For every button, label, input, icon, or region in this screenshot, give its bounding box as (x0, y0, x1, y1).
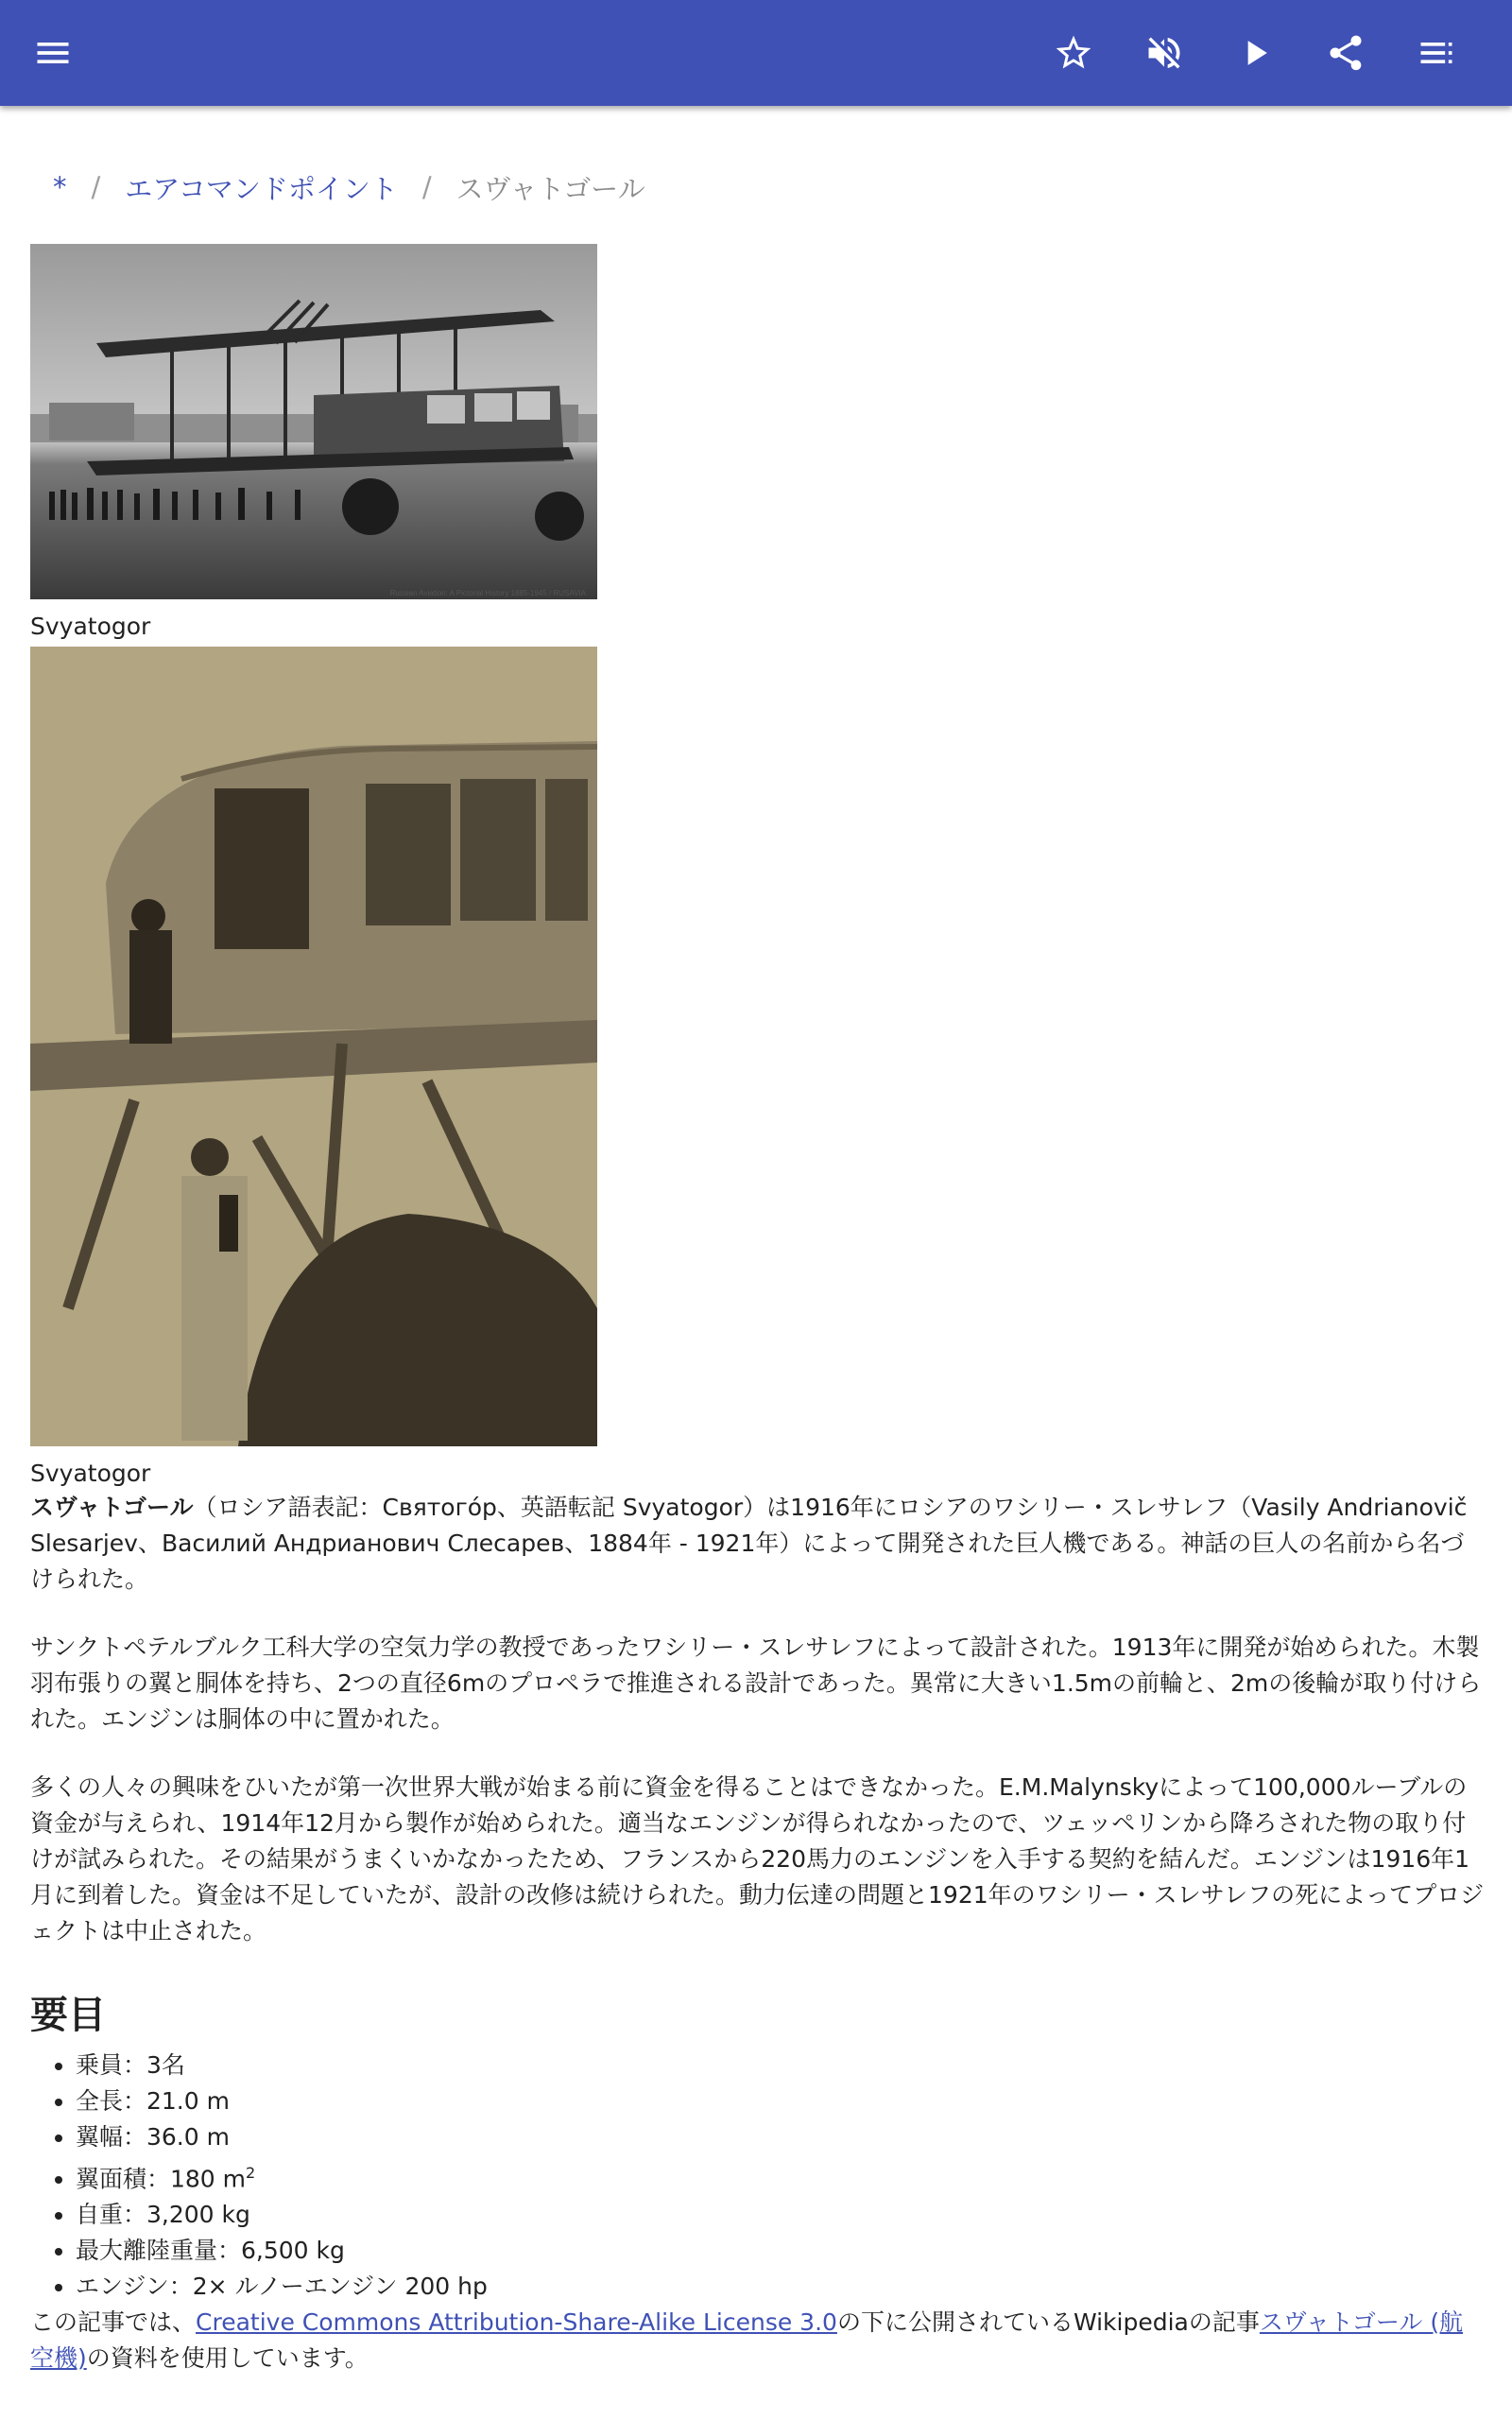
history-paragraph: サンクトペテルブルク工科大学の空気力学の教授であったワシリー・スレサレフによって設計された。1913年に開発が始められた。木製羽布張りの翼と胴体を持ち、2つの直径6mのプロペラで推進される設計であった。異常に大きい1.5mの前輪と、2mの後輪が取り付けられた。エンジンは胴体の中に置かれた。 (30, 1634, 1482, 1733)
list-item: • 最大離陸重量：6,500 kg (76, 2233, 1486, 2269)
list-item: • 乗員：3名 (76, 2048, 1486, 2083)
specs-list (30, 2048, 1486, 2305)
wing-area-text: 翼面積：180 m (76, 2165, 247, 2193)
list-item: • 翼幅：36.0 m (76, 2119, 1486, 2155)
article-title-bold: スヴャトゴール (30, 1494, 194, 1521)
aircraft-photo-1[interactable] (30, 244, 597, 599)
breadcrumb-separator: / (421, 171, 432, 203)
license-link[interactable]: Creative Commons Attribution-Share-Alike License 3.0 (196, 2308, 837, 2337)
source-article-link[interactable]: スヴャトゴール (航空機) (30, 2308, 1464, 2373)
app-toolbar (0, 0, 1512, 106)
breadcrumb (53, 166, 645, 208)
bookmark-star-icon[interactable] (1043, 23, 1104, 83)
figure-caption: Svyatogor (30, 1460, 151, 1487)
breadcrumb-parent-link[interactable]: エアコマンドポイント (125, 172, 398, 205)
superscript: 2 (246, 2164, 256, 2182)
section-heading-specs: 要目 (30, 1994, 106, 2037)
license-prefix: この記事では、 (30, 2308, 197, 2337)
list-item: • 全長：21.0 m (76, 2083, 1486, 2119)
share-icon[interactable] (1315, 23, 1376, 83)
playlist-icon[interactable] (1406, 23, 1467, 83)
breadcrumb-home-link[interactable]: * (53, 171, 67, 203)
intro-paragraph (30, 1490, 1486, 1598)
play-icon[interactable] (1225, 23, 1285, 83)
figure-caption: Svyatogor (30, 613, 151, 640)
funding-paragraph: 多くの人々の興味をひいたが第一次世界大戦が始まる前に資金を得ることはできなかった。E.M.Malynskyによって100,000ルーブルの資金が与えられ、1914年12月から製作が始められた。適当なエンジンが得られなかったので、ツェッペリンから降ろされた物の取り付けが試みられた。その結果がうまくいかなかったため、フランスから220馬力のエンジンを入手する契約を結んだ。エンジンは1916年1月に到着した。資金は不足していたが、設計の改修は続けられた。動力伝達の問題と1921年のワシリー・スレサレフの死によってプロジェクトは中止された。 (30, 1773, 1485, 1945)
license-middle: の下に公開されているWikipediaの記事 (836, 2308, 1260, 2337)
article-body (30, 1490, 1486, 2409)
license-suffix: の資料を使用しています。 (86, 2344, 369, 2373)
list-item (76, 2155, 1486, 2197)
intro-text: （ロシア語表記：Святогóр、英語転記 Svyatogor）は1916年にロシアのワシリー・スレサレフ（Vasily Andrianovič Slesarjev、Василий Андрианович Слесарев、1884年 - 1921年）によって開発された巨人機である。神話の巨人の名前から名づけられた。 (30, 1494, 1468, 1593)
list-item: • エンジン：2× ルノーエンジン 200 hp (76, 2269, 1486, 2305)
aircraft-photo-2[interactable] (30, 647, 597, 1446)
breadcrumb-separator: / (91, 171, 101, 203)
photo-credit: Russian Aviation: A Pictorial History 1885-1945 / RUSAVIA (389, 589, 586, 597)
hamburger-menu-icon[interactable] (23, 23, 83, 83)
list-item: • 自重：3,200 kg (76, 2197, 1486, 2233)
sound-off-icon[interactable] (1134, 23, 1194, 83)
license-note (30, 2305, 1486, 2377)
breadcrumb-current: スヴャトゴール (455, 172, 645, 205)
